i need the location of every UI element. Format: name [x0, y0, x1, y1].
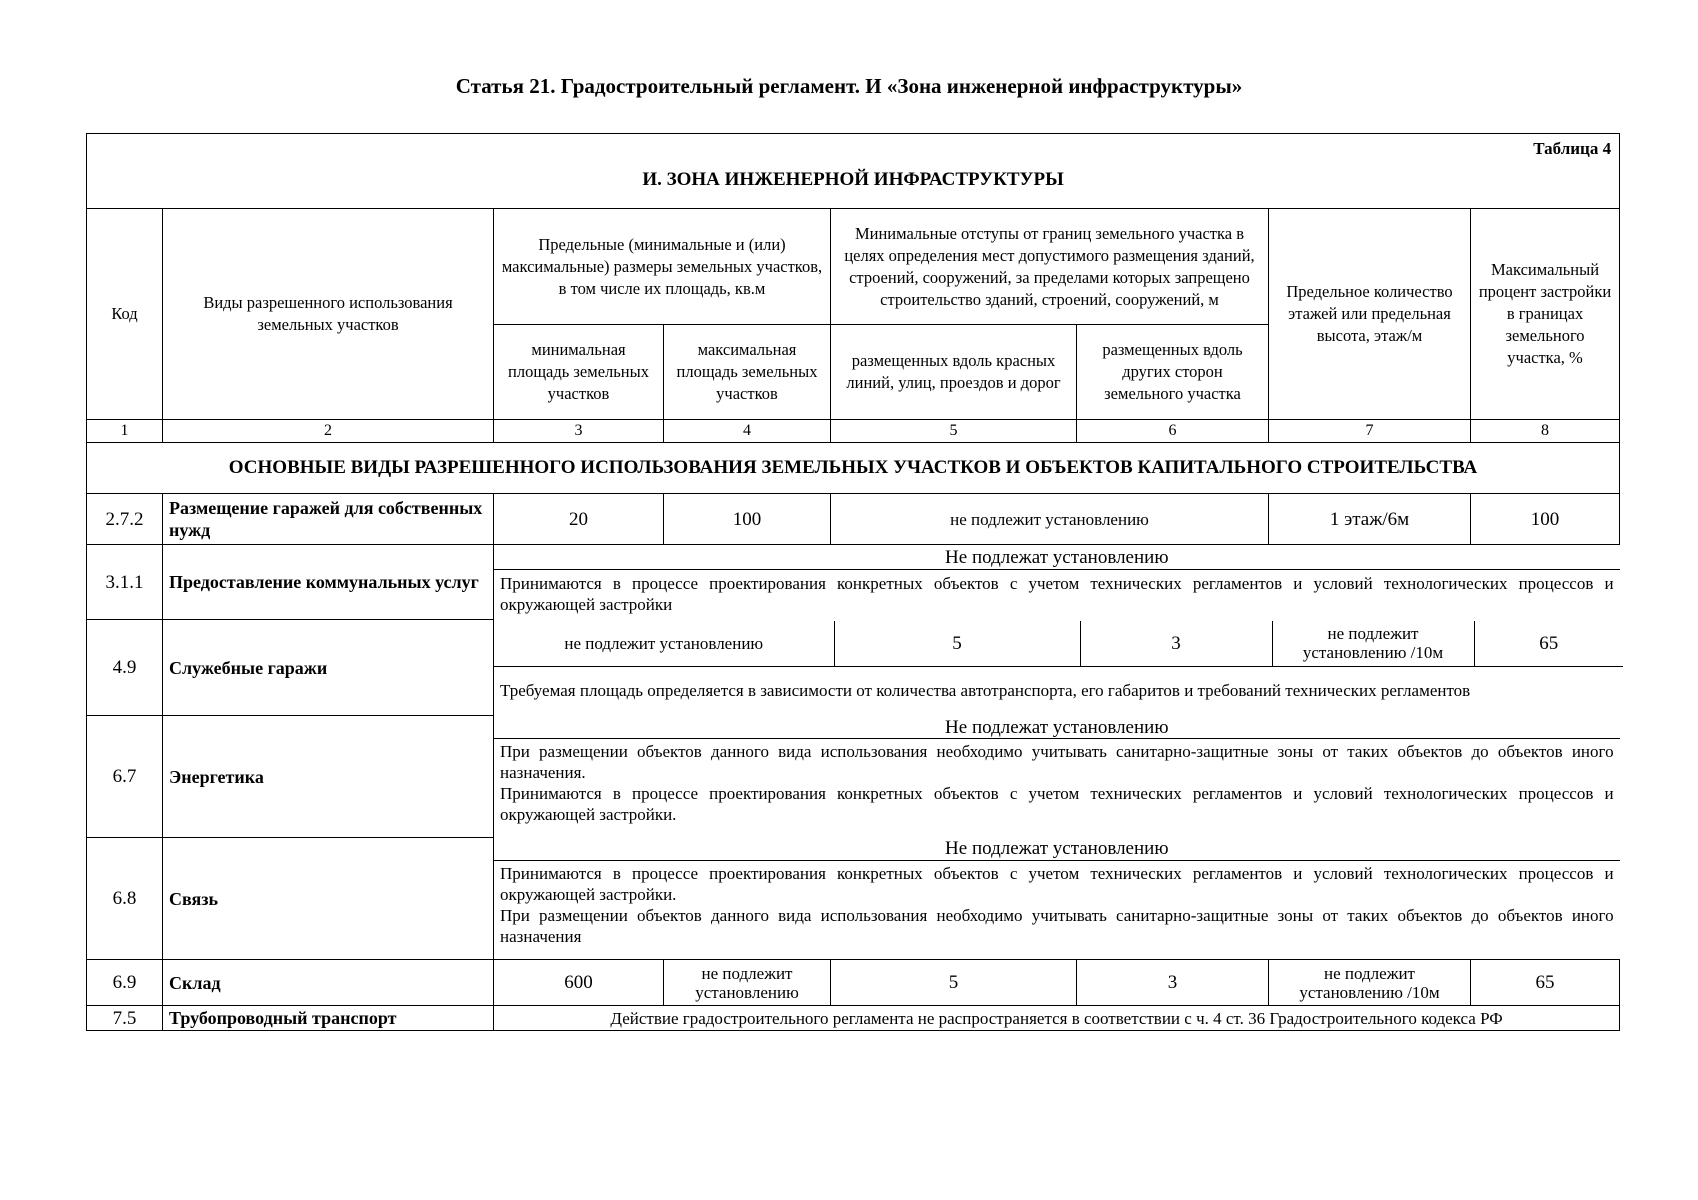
not-subject-text: Не подлежат установлению — [494, 838, 1620, 861]
table-row — [87, 960, 1620, 1006]
row-code: 6.9 — [87, 960, 163, 1006]
table-row — [87, 838, 1620, 960]
col-number: 5 — [831, 420, 1077, 443]
area-value: не подлежит установлению — [494, 621, 834, 667]
row-content — [494, 716, 1620, 838]
min-area-value: 20 — [494, 494, 664, 545]
col-number: 1 — [87, 420, 163, 443]
section-title: ОСНОВНЫЕ ВИДЫ РАЗРЕШЕННОГО ИСПОЛЬЗОВАНИЯ ЗЕМЕЛЬНЫХ УЧАСТКОВ И ОБЪЕКТОВ КАПИТАЛЬНОГО СТРОИТЕЛЬСТВА — [87, 443, 1620, 494]
row-name: Трубопроводный транспорт — [163, 1006, 494, 1031]
table-row — [87, 545, 1620, 620]
header-setbacks: Минимальные отступы от границ земельного участка в целях определения мест допустимого размещения зданий, строений, сооружений, за пределами которых запрещено строительство зданий, строений, сооружений, м — [831, 209, 1269, 325]
table-row — [87, 716, 1620, 838]
table-caption-row — [87, 134, 1620, 209]
note-text: Принимаются в процессе проектирования конкретных объектов с учетом технических регламентов и условий технологических процессов и окружающей застройки. — [500, 784, 1614, 824]
note-text: При размещении объектов данного вида использования необходимо учитывать санитарно-защитные зоны от таких объектов до объектов иного назначения. — [500, 742, 1614, 782]
header-along-other: размещенных вдоль других сторон земельного участка — [1077, 325, 1269, 420]
red-line-setback-value: 5 — [834, 621, 1080, 667]
percent-value: 65 — [1471, 960, 1620, 1006]
header-sizes: Предельные (минимальные и (или) максимальные) размеры земельных участков, в том числе их площадь, кв.м — [494, 209, 831, 325]
row-code: 6.8 — [87, 838, 163, 960]
row-content — [494, 838, 1620, 960]
percent-value: 100 — [1471, 494, 1620, 545]
row-code: 7.5 — [87, 1006, 163, 1031]
max-area-value: не подлежит установлению — [664, 960, 831, 1006]
col-number: 7 — [1269, 420, 1471, 443]
percent-value: 65 — [1474, 621, 1623, 667]
col-number: 8 — [1471, 420, 1620, 443]
max-area-value: 100 — [664, 494, 831, 545]
note-text: Принимаются в процессе проектирования конкретных объектов с учетом технических регламентов и условий технологических процессов и окружающей застройки. — [500, 863, 1614, 904]
setback-value: не подлежит установлению — [831, 494, 1269, 545]
row-name: Энергетика — [163, 716, 494, 838]
header-min-area: минимальная площадь земельных участков — [494, 325, 664, 420]
row-code: 4.9 — [87, 620, 163, 716]
row-name: Склад — [163, 960, 494, 1006]
table-number: Таблица 4 — [1533, 139, 1612, 158]
note-text: Принимаются в процессе проектирования конкретных объектов с учетом технических регламентов и условий технологических процессов и окружающей застройки — [494, 569, 1620, 618]
other-setback-value: 3 — [1080, 621, 1272, 667]
other-setback-value: 3 — [1077, 960, 1269, 1006]
col-number: 3 — [494, 420, 664, 443]
table-row — [87, 1006, 1620, 1031]
row-name: Размещение гаражей для собственных нужд — [163, 494, 494, 545]
header-row-1 — [87, 209, 1620, 325]
col-number: 2 — [163, 420, 494, 443]
row-code: 6.7 — [87, 716, 163, 838]
row-content — [494, 545, 1620, 620]
row-name: Связь — [163, 838, 494, 960]
row-code: 2.7.2 — [87, 494, 163, 545]
column-numbers-row — [87, 420, 1620, 443]
floors-value: не подлежит установлению /10м — [1269, 960, 1471, 1006]
not-subject-text: Не подлежат установлению — [494, 547, 1620, 570]
header-floors: Предельное количество этажей или предельная высота, этаж/м — [1269, 209, 1471, 420]
note-text: При размещении объектов данного вида использования необходимо учитывать санитарно-защитные зоны от таких объектов до объектов иного назначения — [500, 905, 1614, 946]
not-subject-text: Не подлежат установлению — [494, 716, 1620, 739]
note-text: Требуемая площадь определяется в зависимости от количества автотранспорта, его габаритов и требований технических регламентов — [494, 667, 1623, 715]
min-area-value: 600 — [494, 960, 664, 1006]
row-code: 3.1.1 — [87, 545, 163, 620]
red-line-setback-value: 5 — [831, 960, 1077, 1006]
page-title: Статья 21. Градостроительный регламент. И «Зона инженерной инфраструктуры» — [455, 74, 1243, 98]
col-number: 6 — [1077, 420, 1269, 443]
header-types: Виды разрешенного использования земельных участков — [163, 209, 494, 420]
table-row — [87, 494, 1620, 545]
header-max-percent: Максимальный процент застройки в границах земельного участка, % — [1471, 209, 1620, 420]
section-row — [87, 443, 1620, 494]
header-code: Код — [87, 209, 163, 420]
table-title: И. ЗОНА ИНЖЕНЕРНОЙ ИНФРАСТРУКТУРЫ — [642, 168, 1064, 190]
table-row — [87, 620, 1620, 716]
row-name: Предоставление коммунальных услуг — [163, 545, 494, 620]
floors-value: 1 этаж/6м — [1269, 494, 1471, 545]
note-text: Действие градостроительного регламента не распространяется в соответствии с ч. 4 ст. 36 Градостроительного кодекса РФ — [494, 1006, 1620, 1031]
table-caption-cell — [87, 134, 1620, 209]
row-name: Служебные гаражи — [163, 620, 494, 716]
row-content — [494, 620, 1620, 716]
regulation-table — [86, 133, 1620, 1031]
col-number: 4 — [664, 420, 831, 443]
floors-value: не подлежит установлению /10м — [1272, 621, 1474, 667]
header-max-area: максимальная площадь земельных участков — [664, 325, 831, 420]
header-along-red-lines: размещенных вдоль красных линий, улиц, проездов и дорог — [831, 325, 1077, 420]
